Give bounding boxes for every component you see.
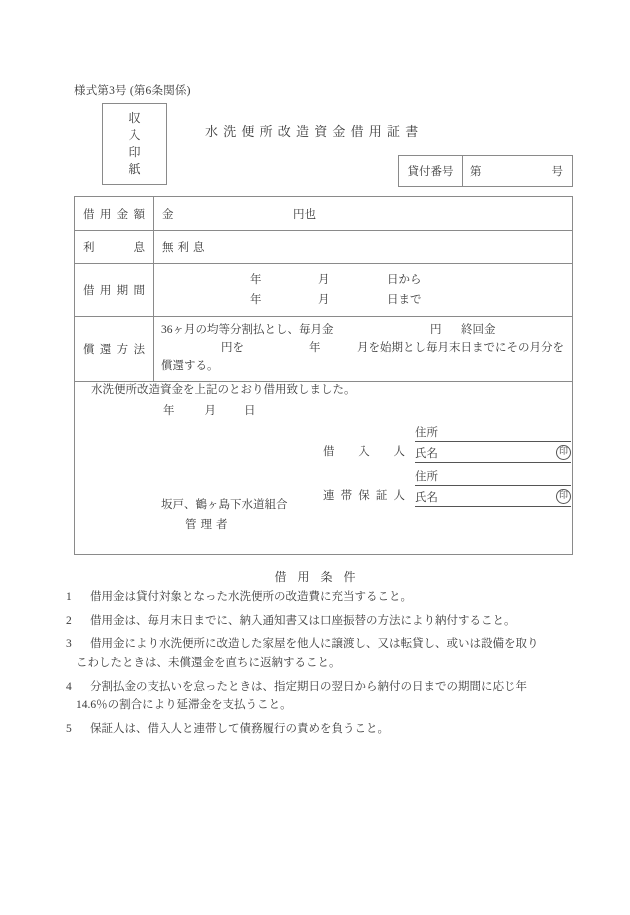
condition-text: 借用金は、毎月末日までに、納入通知書又は口座振替の方法により納付すること。 (90, 614, 516, 627)
condition-number: 5 (66, 722, 72, 735)
period-start-line[interactable] (154, 271, 572, 291)
table-row-interest (75, 231, 572, 264)
declaration-year: 年 (163, 405, 175, 417)
seal-icon: 印 (556, 445, 571, 460)
loan-number-label: 貸付番号 (399, 156, 463, 186)
declaration-statement: 水洗便所改造資金を上記のとおり借用致しました。 (91, 384, 356, 396)
condition-text: 借用金により水洗便所に改造した家屋を他人に譲渡し、又は転貸し、或いは設備を取り こわしたときは、未償還金を直ちに返納すること。 (76, 638, 539, 669)
administrator-label: 管理者 (185, 519, 232, 531)
row-value-interest (154, 231, 572, 263)
condition-item-3 (66, 635, 576, 672)
row-label-repayment: 償還方法 (75, 317, 154, 381)
amount-kin-label: 金 (162, 208, 174, 221)
condition-item-2 (66, 612, 576, 631)
condition-number: 2 (66, 614, 72, 627)
period-start-year: 年 (250, 274, 262, 286)
loan-number-suffix: 号 (551, 166, 563, 178)
repayment-line-1 (161, 322, 566, 340)
loan-number-field[interactable] (463, 156, 572, 186)
table-row-period (75, 264, 572, 317)
guarantor-party-label: 連帯保証人 (323, 490, 405, 502)
revenue-stamp-box (102, 103, 167, 185)
borrower-party-label: 借入人 (323, 446, 405, 458)
row-value-amount[interactable] (154, 197, 572, 230)
condition-number: 3 (66, 638, 72, 651)
signature-group-borrower (323, 421, 569, 465)
repayment-line-3: 償還する。 (161, 360, 219, 372)
condition-text: 保証人は、借入人と連帯して債務履行の責めを負うこと。 (90, 722, 389, 735)
row-label-amount: 借用金額 (75, 197, 154, 230)
condition-item-1 (66, 588, 576, 607)
amount-yen-label: 円也 (293, 208, 316, 221)
stamp-char-3: 印 (128, 145, 141, 159)
condition-item-5 (66, 720, 576, 739)
row-label-interest: 利息 (75, 231, 154, 263)
repayment-final-label: 終回金 (461, 324, 496, 336)
repayment-rest-text: 月を始期とし毎月末日までにその月分を (357, 342, 564, 354)
repayment-yen-1: 円 (430, 324, 442, 336)
stamp-char-4: 紙 (128, 162, 141, 176)
repayment-yen-2: 円を (221, 342, 244, 354)
table-row-amount (75, 197, 572, 231)
conditions-list (66, 588, 576, 743)
period-start-month: 月 (318, 274, 330, 286)
period-end-month: 月 (318, 294, 330, 306)
borrower-address-label: 住所 (415, 427, 438, 439)
row-label-period: 借用期間 (75, 264, 154, 316)
period-start-day: 日から (387, 274, 422, 286)
guarantor-address-label: 住所 (415, 471, 438, 483)
row-value-period[interactable] (154, 264, 572, 316)
condition-text: 借用金は貸付対象となった水洗便所の改造費に充当すること。 (90, 591, 412, 603)
condition-number: 1 (66, 591, 72, 603)
guarantor-address-field[interactable] (415, 465, 571, 486)
loan-number-box (398, 155, 573, 187)
seal-icon: 印 (556, 489, 571, 504)
repayment-start-year: 年 (309, 342, 321, 354)
period-end-year: 年 (250, 294, 262, 306)
repayment-lead-text: 36ヶ月の均等分割払とし、毎月金 (161, 324, 334, 336)
loan-number-prefix: 第 (470, 166, 482, 178)
stamp-char-1: 収 (128, 111, 141, 125)
loan-terms-table (74, 196, 573, 382)
interest-value: 無利息 (162, 242, 209, 254)
declaration-day: 日 (244, 405, 256, 417)
condition-item-4 (66, 678, 576, 715)
guarantor-name-field[interactable] (415, 486, 571, 507)
borrower-name-label: 氏名 (415, 448, 438, 460)
period-end-day: 日まで (387, 294, 422, 306)
row-value-repayment[interactable] (154, 317, 572, 381)
repayment-line-2 (161, 340, 566, 358)
borrower-name-field[interactable] (415, 442, 571, 463)
condition-number: 4 (66, 680, 72, 693)
declaration-date-line[interactable] (163, 402, 256, 418)
declaration-block (74, 373, 573, 555)
stamp-char-2: 入 (128, 128, 141, 142)
condition-text: 分割払金の支払いを怠ったときは、指定期日の翌日から納付の日までの期間に応じ年 14.6％の割合により延滞金を支払うこと。 (76, 680, 527, 712)
signature-group-guarantor (323, 465, 569, 509)
form-number: 様式第3号 (第6条関係) (74, 85, 191, 97)
guarantor-name-label: 氏名 (415, 492, 438, 504)
declaration-month: 月 (204, 405, 216, 417)
page-title: 水洗便所改造資金借用証書 (205, 124, 424, 139)
conditions-title: 借用条件 (274, 570, 367, 584)
borrower-address-field[interactable] (415, 421, 571, 442)
organization-name: 坂戸、鶴ヶ島下水道組合 (161, 499, 288, 511)
period-end-line[interactable] (154, 291, 572, 311)
